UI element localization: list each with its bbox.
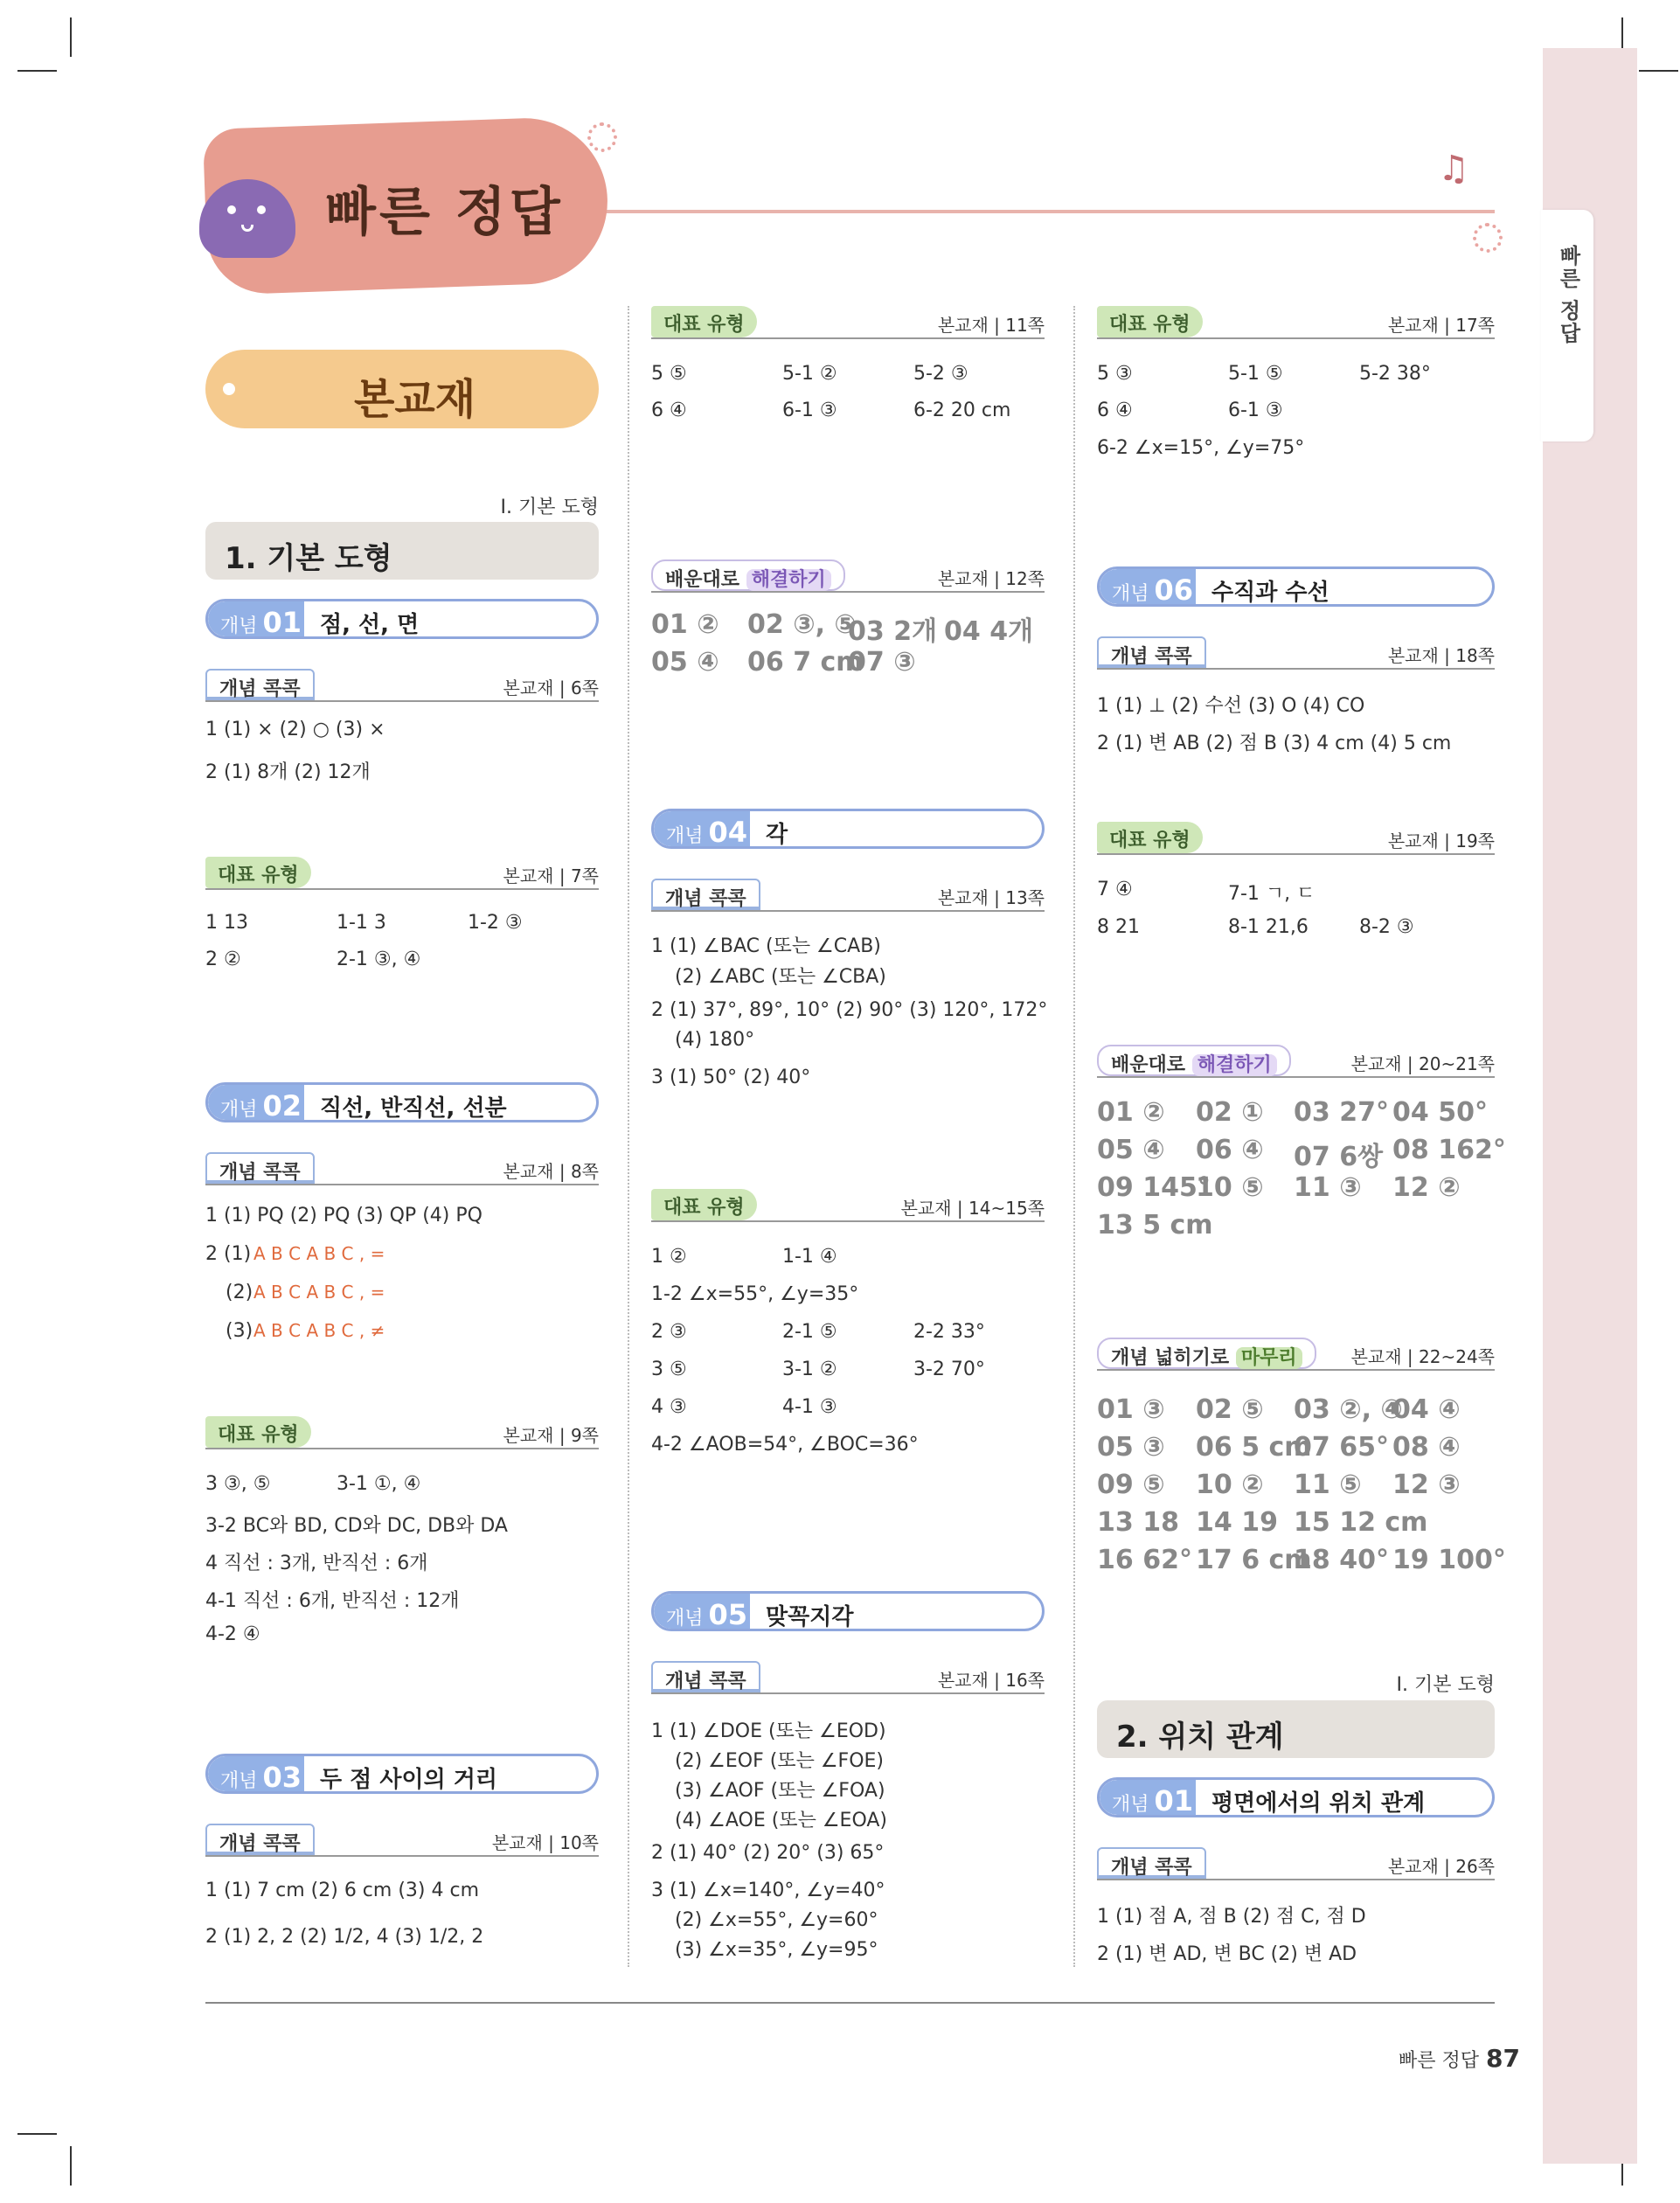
ray-diagram: A B C A B C , ≠ — [253, 1320, 385, 1341]
answer-cell: 8-2 ③ — [1359, 916, 1414, 938]
answer-cell: 05 ③ — [1097, 1432, 1165, 1463]
answer-cell: 6 ④ — [1097, 400, 1133, 421]
section-label: 대표 유형 본교재 | 7쪽 — [205, 857, 599, 890]
answer-line: (2) ∠x=55°, ∠y=60° — [675, 1909, 878, 1931]
answer-cell: 04 50° — [1392, 1097, 1488, 1128]
crop-mark — [17, 2133, 57, 2135]
answer-cell: 01 ② — [651, 609, 719, 640]
answer-cell: 03 2개 — [848, 616, 938, 647]
answer-cell: 5-2 38° — [1359, 363, 1431, 385]
section-label: 대표 유형 본교재 | 11쪽 — [651, 306, 1045, 339]
answer-cell: 2-2 33° — [913, 1321, 985, 1343]
answer-cell: 6-1 ③ — [782, 400, 837, 421]
answer-line: (2) ∠ABC (또는 ∠CBA) — [675, 966, 886, 988]
answer-cell: 8-1 21,6 — [1228, 916, 1309, 938]
answer-line: 2 (1) 변 AD, 변 BC (2) 변 AD — [1097, 1943, 1357, 1965]
answer-cell: 11 ⑤ — [1294, 1470, 1362, 1500]
answer-cell: 14 19 — [1196, 1507, 1278, 1538]
answer-cell: 1-2 ③ — [468, 912, 523, 934]
section-label: 개념 콕콕 본교재 | 6쪽 — [205, 669, 599, 702]
side-tab[interactable]: 빠른 정답 — [1541, 210, 1593, 441]
answer-cell: 02 ⑤ — [1196, 1394, 1264, 1425]
answer-cell: 7-1 ㄱ, ㄷ — [1228, 883, 1316, 905]
music-note-icon: ♫ — [1438, 149, 1469, 189]
page-number: 빠른 정답 87 — [1399, 2044, 1520, 2073]
chapter-title: 1. 기본 도형 — [205, 522, 599, 580]
section-label: 대표 유형 본교재 | 19쪽 — [1097, 822, 1495, 855]
concept-header: 개념 06 수직과 수선 — [1097, 566, 1495, 607]
section-label: 대표 유형 본교재 | 9쪽 — [205, 1416, 599, 1449]
footer-rule — [205, 2002, 1495, 2004]
answer-cell: 05 ④ — [651, 647, 719, 678]
section-label: 개념 넓히기로 마무리 본교재 | 22~24쪽 — [1097, 1338, 1495, 1371]
answer-cell: 05 ④ — [1097, 1135, 1165, 1165]
answer-cell: 1-1 ④ — [782, 1246, 837, 1268]
answer-cell: 02 ① — [1196, 1097, 1264, 1128]
answer-cell: 04 4개 — [944, 616, 1034, 647]
section-label: 개념 콕콕 본교재 | 18쪽 — [1097, 636, 1495, 670]
column-divider — [628, 306, 629, 1967]
answer-cell: 3-1 ①, ④ — [337, 1473, 421, 1495]
answer-cell: 10 ⑤ — [1196, 1172, 1264, 1203]
answer-cell: 2-1 ⑤ — [782, 1321, 837, 1343]
answer-cell: 4 ③ — [651, 1396, 687, 1418]
answer-cell: 3-2 70° — [913, 1359, 985, 1380]
answer-line: 1 (1) ∠BAC (또는 ∠CAB) — [651, 935, 881, 957]
answer-line: (3) ∠AOF (또는 ∠FOA) — [675, 1780, 885, 1802]
answer-cell: 3 ③, ⑤ — [205, 1473, 271, 1495]
answer-cell: 02 ③, ⑤ — [747, 609, 857, 640]
answer-cell: 06 ④ — [1196, 1135, 1264, 1165]
section-label: 대표 유형 본교재 | 14~15쪽 — [651, 1189, 1045, 1222]
answer-cell: 8 21 — [1097, 916, 1140, 938]
section-label: 개념 콕콕 본교재 | 8쪽 — [205, 1152, 599, 1185]
answer-cell: 6 ④ — [651, 400, 687, 421]
header-rule — [603, 210, 1495, 213]
answer-cell: 11 ③ — [1294, 1172, 1362, 1203]
answer-line: 4-1 직선 : 6개, 반직선 : 12개 — [205, 1590, 460, 1612]
answer-cell: 2 ③ — [651, 1321, 687, 1343]
answer-line: 4-2 ∠AOB=54°, ∠BOC=36° — [651, 1434, 919, 1456]
answer-line: 2 (1) — [205, 1243, 252, 1265]
answer-cell: 17 6 cm — [1196, 1545, 1312, 1575]
answer-cell: 12 ③ — [1392, 1470, 1461, 1500]
answer-cell: 13 18 — [1097, 1507, 1179, 1538]
answer-cell: 5-1 ② — [782, 363, 837, 385]
answer-line: (4) ∠AOE (또는 ∠EOA) — [675, 1810, 888, 1831]
concept-header: 개념 03 두 점 사이의 거리 — [205, 1754, 599, 1794]
section-label: 배운대로 해결하기 본교재 | 20~21쪽 — [1097, 1045, 1495, 1078]
answer-line: 1 (1) ⊥ (2) 수선 (3) O (4) CO — [1097, 695, 1365, 717]
ray-diagram: A B C A B C , = — [253, 1282, 385, 1303]
answer-cell: 5 ⑤ — [651, 363, 687, 385]
answer-line: 2 (1) 2, 2 (2) 1/2, 4 (3) 1/2, 2 — [205, 1926, 484, 1948]
swirl-ornament-icon — [1473, 223, 1503, 253]
answer-cell: 1 13 — [205, 912, 248, 934]
answer-line: 1 (1) ∠DOE (또는 ∠EOD) — [651, 1720, 886, 1742]
answer-cell: 01 ③ — [1097, 1394, 1165, 1425]
answer-line: (3) — [226, 1320, 253, 1342]
answer-cell: 3 ⑤ — [651, 1359, 687, 1380]
part-label: I. 기본 도형 — [500, 497, 599, 518]
answer-cell: 08 ④ — [1392, 1432, 1461, 1463]
crop-mark — [70, 2146, 72, 2186]
section-label: 대표 유형 본교재 | 17쪽 — [1097, 306, 1495, 339]
page-title: 빠른 정답 — [325, 182, 564, 243]
answer-cell: 16 62° — [1097, 1545, 1192, 1575]
crop-mark — [17, 70, 57, 72]
answer-cell: 04 ④ — [1392, 1394, 1461, 1425]
answer-cell: 07 65° — [1294, 1432, 1389, 1463]
answer-cell: 2-1 ③, ④ — [337, 949, 421, 970]
answer-line: 2 (1) 37°, 89°, 10° (2) 90° (3) 120°, 172° — [651, 999, 1048, 1021]
answer-cell: 5-2 ③ — [913, 363, 968, 385]
answer-line: (3) ∠x=35°, ∠y=95° — [675, 1939, 878, 1961]
answer-cell: 03 27° — [1294, 1097, 1389, 1128]
part-label: I. 기본 도형 — [1396, 1674, 1495, 1696]
ray-diagram: A B C A B C , = — [253, 1243, 385, 1264]
swirl-ornament-icon — [587, 122, 617, 152]
answer-line: 3 (1) ∠x=140°, ∠y=40° — [651, 1880, 885, 1901]
answer-line: 2 (1) 8개 (2) 12개 — [205, 761, 371, 783]
answer-line: 1 (1) PQ (2) PQ (3) QP (4) PQ — [205, 1205, 482, 1227]
answer-line: 2 (1) 변 AB (2) 점 B (3) 4 cm (4) 5 cm — [1097, 733, 1452, 754]
answer-cell: 07 6쌍 — [1294, 1142, 1384, 1172]
answer-line: 2 (1) 40° (2) 20° (3) 65° — [651, 1842, 885, 1864]
answer-cell: 7 ④ — [1097, 879, 1133, 900]
answer-cell: 4-1 ③ — [782, 1396, 837, 1418]
answer-line: 4-2 ④ — [205, 1623, 260, 1645]
answer-line: 1 (1) 7 cm (2) 6 cm (3) 4 cm — [205, 1880, 479, 1901]
answer-line: (2) ∠EOF (또는 ∠FOE) — [675, 1750, 885, 1772]
answer-cell: 6-1 ③ — [1228, 400, 1283, 421]
section-label: 개념 콕콕 본교재 | 10쪽 — [205, 1824, 599, 1857]
section-label: 배운대로 해결하기 본교재 | 12쪽 — [651, 559, 1045, 593]
concept-header: 개념 02 직선, 반직선, 선분 — [205, 1082, 599, 1122]
concept-header: 개념 05 맞꼭지각 — [651, 1591, 1045, 1631]
concept-header: 개념 01 평면에서의 위치 관계 — [1097, 1777, 1495, 1817]
answer-line: 1 (1) × (2) ○ (3) × — [205, 719, 385, 740]
answer-cell: 06 5 cm — [1196, 1432, 1312, 1463]
answer-cell: 19 100° — [1392, 1545, 1506, 1575]
crop-mark — [70, 17, 72, 57]
answer-cell: 06 7 cm — [747, 647, 864, 678]
column-divider — [1073, 306, 1075, 1967]
answer-cell: 09 145° — [1097, 1172, 1211, 1203]
answer-cell: 01 ② — [1097, 1097, 1165, 1128]
section-label: 개념 콕콕 본교재 | 16쪽 — [651, 1661, 1045, 1694]
answer-line: (4) 180° — [675, 1029, 755, 1051]
section-label: 개념 콕콕 본교재 | 13쪽 — [651, 879, 1045, 912]
answer-cell: 12 ② — [1392, 1172, 1461, 1203]
answer-cell: 1-1 3 — [337, 912, 386, 934]
answer-line: 1 (1) 점 A, 점 B (2) 점 C, 점 D — [1097, 1906, 1366, 1928]
answer-line: (2) — [226, 1282, 253, 1303]
answer-line: 3-2 BC와 BD, CD와 DC, DB와 DA — [205, 1515, 508, 1537]
concept-header: 개념 04 각 — [651, 809, 1045, 849]
answer-cell: 07 ③ — [848, 647, 916, 678]
answer-cell: 15 12 cm — [1294, 1507, 1428, 1538]
answer-cell: 2 ② — [205, 949, 241, 970]
answer-cell: 03 ②, ④ — [1294, 1394, 1403, 1425]
answer-cell: 13 5 cm — [1097, 1210, 1213, 1240]
answer-cell: 6-2 20 cm — [913, 400, 1011, 421]
chapter-title: 2. 위치 관계 — [1097, 1700, 1495, 1758]
answer-cell: 08 162° — [1392, 1135, 1506, 1165]
answer-cell: 5 ③ — [1097, 363, 1133, 385]
answer-cell: 1 ② — [651, 1246, 687, 1268]
section-pill: 본교재 — [205, 350, 599, 428]
concept-header: 개념 01 점, 선, 면 — [205, 599, 599, 639]
answer-line: 6-2 ∠x=15°, ∠y=75° — [1097, 437, 1305, 459]
answer-cell: 10 ② — [1196, 1470, 1264, 1500]
answer-cell: 09 ⑤ — [1097, 1470, 1165, 1500]
answer-line: 1-2 ∠x=55°, ∠y=35° — [651, 1283, 859, 1305]
section-label: 개념 콕콕 본교재 | 26쪽 — [1097, 1847, 1495, 1880]
answer-line: 4 직선 : 3개, 반직선 : 6개 — [205, 1553, 428, 1574]
answer-cell: 18 40° — [1294, 1545, 1389, 1575]
answer-cell: 3-1 ② — [782, 1359, 837, 1380]
crop-mark — [1639, 70, 1678, 72]
answer-line: 3 (1) 50° (2) 40° — [651, 1067, 811, 1088]
answer-cell: 5-1 ⑤ — [1228, 363, 1283, 385]
